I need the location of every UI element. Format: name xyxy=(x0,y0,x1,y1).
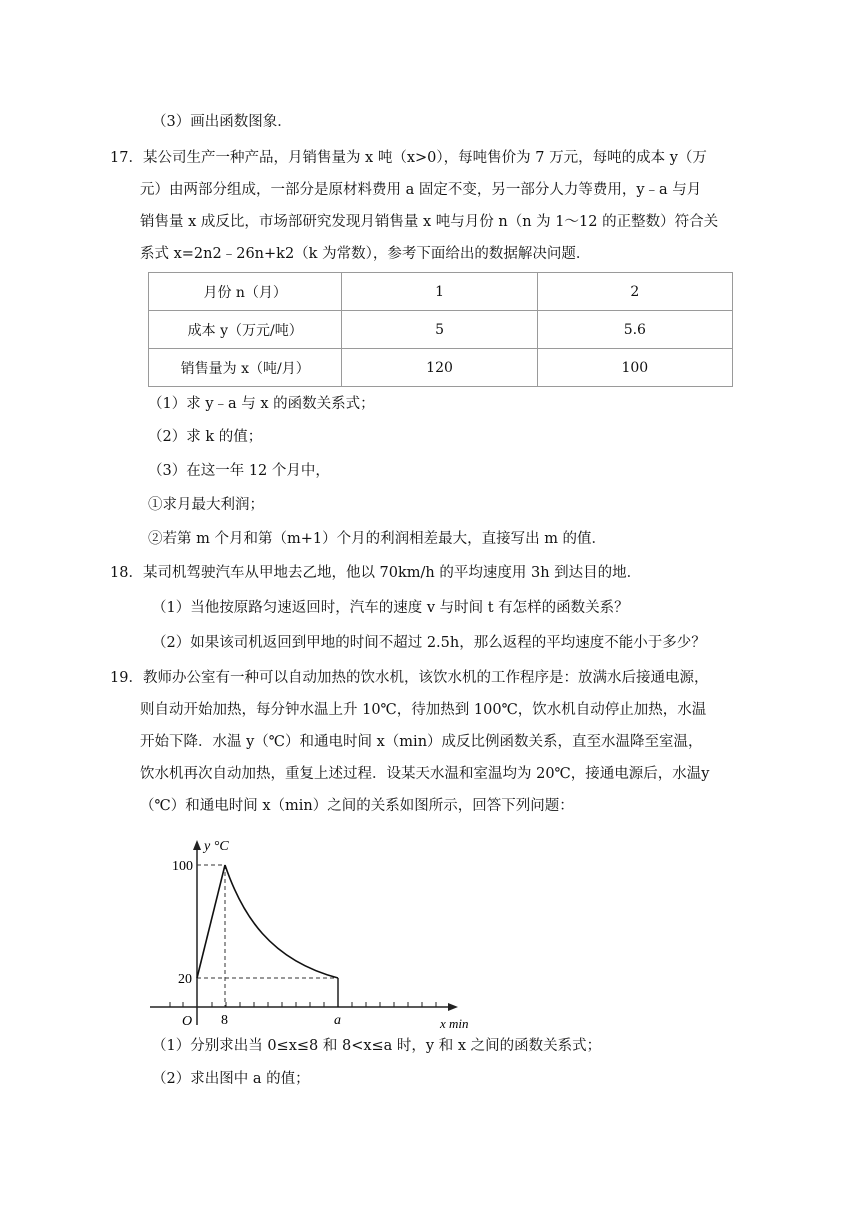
y-axis-arrow xyxy=(193,840,201,850)
q19-line-1: 19．教师办公室有一种可以自动加热的饮水机，该饮水机的工作程序是：放满水后接通电源， xyxy=(110,670,709,686)
q18-line-1: 18．某司机驾驶汽车从甲地去乙地，他以 70km/h 的平均速度用 3h 到达目的地． xyxy=(110,565,642,581)
q17-part-3b: ②若第 m 个月和第（m+1）个月的利润相差最大，直接写出 m 的值． xyxy=(148,531,607,547)
q19-line-2: 则自动开始加热，每分钟水温上升 10℃，待加热到 100℃，饮水机自动停止加热，水温 xyxy=(140,702,707,718)
heating-segment xyxy=(197,865,225,978)
table-cell: 成本 y（万元/吨） xyxy=(149,311,342,349)
table-cell: 5.6 xyxy=(537,311,732,349)
q19-line-3: 开始下降．水温 y（℃）和通电时间 x（min）成反比例函数关系，直至水温降至室温， xyxy=(140,734,703,750)
table-cell: 1 xyxy=(342,273,537,311)
q17-line-3: 销售量 x 成反比，市场部研究发现月销售量 x 吨与月份 n（n 为 1～12 的正整数）符合关 xyxy=(140,214,719,230)
q19-line-4: 饮水机再次自动加热，重复上述过程．设某天水温和室温均为 20℃，接通电源后，水温y xyxy=(140,766,710,782)
table-cell: 100 xyxy=(537,349,732,387)
q17-line-2: 元）由两部分组成，一部分是原材料费用 a 固定不变，另一部分人力等费用，y﹣a 与月 xyxy=(140,182,702,198)
x-axis-label: x min xyxy=(440,1016,469,1031)
y-axis-label: y °C xyxy=(204,839,229,854)
q18-part-1: （1）当他按原路匀速返回时，汽车的速度 v 与时间 t 有怎样的函数关系？ xyxy=(152,600,629,616)
q17-part-1: （1）求 y﹣a 与 x 的函数关系式； xyxy=(148,396,375,412)
q17-part-2: （2）求 k 的值； xyxy=(148,429,263,445)
x-tick-a: a xyxy=(334,1013,341,1028)
origin-label: O xyxy=(182,1014,193,1029)
cooling-curve xyxy=(225,865,338,978)
table-row xyxy=(149,273,733,311)
q17-line-4: 系式 x=2n2﹣26n+k2（k 为常数），参考下面给出的数据解决问题． xyxy=(140,246,591,262)
y-tick-20: 20 xyxy=(178,972,192,987)
q17-line-1: 17．某公司生产一种产品，月销售量为 x 吨（x>0），每吨售价为 7 万元，每吨的成本 y（万 xyxy=(110,150,707,166)
table-cell: 2 xyxy=(537,273,732,311)
table-cell: 120 xyxy=(342,349,537,387)
table-row xyxy=(149,349,733,387)
q19-line-5: （℃）和通电时间 x（min）之间的关系如图所示，回答下列问题： xyxy=(140,798,574,814)
table-row xyxy=(149,311,733,349)
q19-part-2: （2）求出图中 a 的值； xyxy=(152,1071,310,1087)
line-part3-draw: （3）画出函数图象． xyxy=(152,114,292,130)
x-axis-arrow xyxy=(448,1003,458,1011)
q17-part-3a: ①求月最大利润； xyxy=(148,497,264,513)
y-tick-100: 100 xyxy=(172,859,193,874)
q17-part-3: （3）在这一年 12 个月中， xyxy=(148,463,330,479)
table-cell: 销售量为 x（吨/月） xyxy=(149,349,342,387)
x-tick-8: 8 xyxy=(221,1013,228,1028)
q19-part-1: （1）分别求出当 0≤x≤8 和 8<x≤a 时，y 和 x 之间的函数关系式； xyxy=(152,1038,602,1054)
data-table xyxy=(148,272,733,387)
table-cell: 5 xyxy=(342,311,537,349)
temperature-time-graph xyxy=(150,830,490,1035)
q18-part-2: （2）如果该司机返回到甲地的时间不超过 2.5h，那么返程的平均速度不能小于多少？ xyxy=(152,635,706,651)
table-cell: 月份 n（月） xyxy=(149,273,342,311)
